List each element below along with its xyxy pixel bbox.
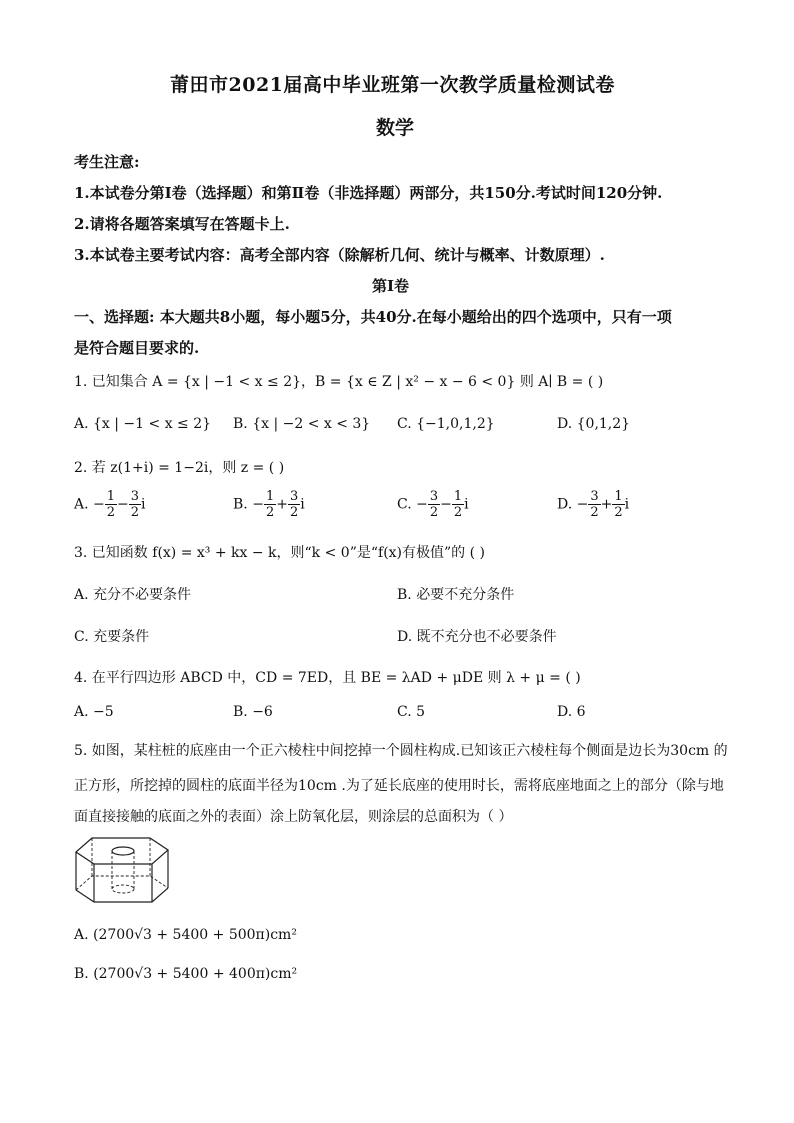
sign: − <box>252 496 264 513</box>
option-label: D. <box>557 496 573 513</box>
q3-option-c: C. 充要条件 <box>74 629 150 645</box>
numerator: 1 <box>265 489 275 504</box>
q2-option-d <box>557 489 629 520</box>
question-5-line-1: 5. 如图，某柱桩的底座由一个正六棱柱中间挖掉一个圆柱构成.已知该正六棱柱每个侧面是边长为30cm 的 <box>74 743 728 759</box>
denominator: 2 <box>453 505 463 520</box>
denominator: 2 <box>130 505 140 520</box>
fraction <box>105 489 117 520</box>
option-label: C. <box>397 496 412 513</box>
imaginary-unit: i <box>141 496 146 513</box>
q4-option-d: D. 6 <box>557 704 586 720</box>
fraction <box>452 489 464 520</box>
q2-option-b <box>233 489 305 520</box>
numerator: 3 <box>590 489 599 504</box>
sign: − <box>440 496 452 513</box>
imaginary-unit: i <box>300 496 305 513</box>
notice-item-1: 1.本试卷分第Ⅰ卷（选择题）和第Ⅱ卷（非选择题）两部分，共150分.考试时间120分钟. <box>74 184 663 202</box>
numerator: 1 <box>453 489 463 504</box>
question-1-stem: 1. 已知集合 A = {x | −1 < x ≤ 2}，B = {x ∈ Z | x² − x − 6 < 0} 则 A∣ B = ( ) <box>74 374 604 390</box>
q1-option-d: D. {0,1,2} <box>557 416 631 432</box>
q4-option-c: C. 5 <box>397 704 426 720</box>
section-line-2: 是符合题目要求的. <box>74 339 200 357</box>
notice-item-2: 2.请将各题答案填写在答题卡上. <box>74 215 290 233</box>
denominator: 2 <box>614 505 623 520</box>
denominator: 2 <box>106 505 116 520</box>
imaginary-unit: i <box>464 496 469 513</box>
q3-option-b: B. 必要不充分条件 <box>397 587 515 603</box>
denominator: 2 <box>289 505 299 520</box>
numerator: 1 <box>614 489 623 504</box>
denominator: 2 <box>590 505 599 520</box>
page-title: 莆田市2021届高中毕业班第一次教学质量检测试卷 <box>170 74 615 96</box>
q4-option-a: A. −5 <box>74 704 114 720</box>
hexagonal-prism-figure <box>72 832 172 908</box>
notice-heading: 考生注意: <box>74 153 140 171</box>
q4-option-b: B. −6 <box>233 704 273 720</box>
numerator: 3 <box>429 489 439 504</box>
sign: − <box>576 496 589 513</box>
q3-option-d: D. 既不充分也不必要条件 <box>397 629 557 645</box>
q5-option-b: B. (2700√3 + 5400 + 400π)cm² <box>74 966 298 982</box>
q3-option-a: A. 充分不必要条件 <box>74 587 192 603</box>
question-5-line-2: 正方形，所挖掉的圆柱的底面半径为10cm .为了延长底座的使用时长，需将底座地面之上的部分（除与地 <box>74 778 724 794</box>
numerator: 3 <box>289 489 299 504</box>
top-face <box>76 838 168 864</box>
fraction <box>428 489 440 520</box>
subject-title: 数学 <box>376 117 415 139</box>
fraction <box>612 489 624 520</box>
fraction <box>588 489 600 520</box>
fraction <box>288 489 300 520</box>
sign: + <box>276 496 288 513</box>
q1-option-b: B. {x | −2 < x < 3} <box>233 416 371 432</box>
option-label: A. <box>74 496 89 513</box>
sign: − <box>117 496 129 513</box>
q2-option-c <box>397 489 469 520</box>
fraction <box>264 489 276 520</box>
denominator: 2 <box>429 505 439 520</box>
sign: − <box>416 496 428 513</box>
numerator: 1 <box>106 489 116 504</box>
notice-item-3: 3.本试卷主要考试内容：高考全部内容（除解析几何、统计与概率、计数原理）. <box>74 246 605 264</box>
denominator: 2 <box>265 505 275 520</box>
q1-option-a: A. {x | −1 < x ≤ 2} <box>74 416 212 432</box>
imaginary-unit: i <box>624 496 630 513</box>
question-4-stem: 4. 在平行四边形 ABCD 中，CD = 7ED，且 BE = λAD + μDE 则 λ + μ = ( ) <box>74 670 581 686</box>
fraction <box>129 489 141 520</box>
question-3-stem: 3. 已知函数 f(x) = x³ + kx − k，则“k < 0”是“f(x)有极值”的 ( ) <box>74 545 485 561</box>
option-label: B. <box>233 496 248 513</box>
q1-option-c: C. {−1,0,1,2} <box>397 416 495 432</box>
cylinder-hole <box>112 847 134 855</box>
sign: − <box>93 496 105 513</box>
q5-option-a: A. (2700√3 + 5400 + 500π)cm² <box>74 927 297 943</box>
question-2-stem: 2. 若 z(1+i) = 1−2i，则 z = ( ) <box>74 460 285 476</box>
q2-option-a <box>74 489 146 520</box>
numerator: 3 <box>130 489 140 504</box>
section-line-1: 一、选择题: 本大题共8小题，每小题5分，共40分.在每小题给出的四个选项中，只有一项 <box>74 308 672 326</box>
sign: + <box>600 496 613 513</box>
question-5-line-3: 面直接接触的底面之外的表面）涂上防氧化层，则涂层的总面积为（ ） <box>74 809 513 825</box>
part-heading: 第Ⅰ卷 <box>372 277 410 295</box>
